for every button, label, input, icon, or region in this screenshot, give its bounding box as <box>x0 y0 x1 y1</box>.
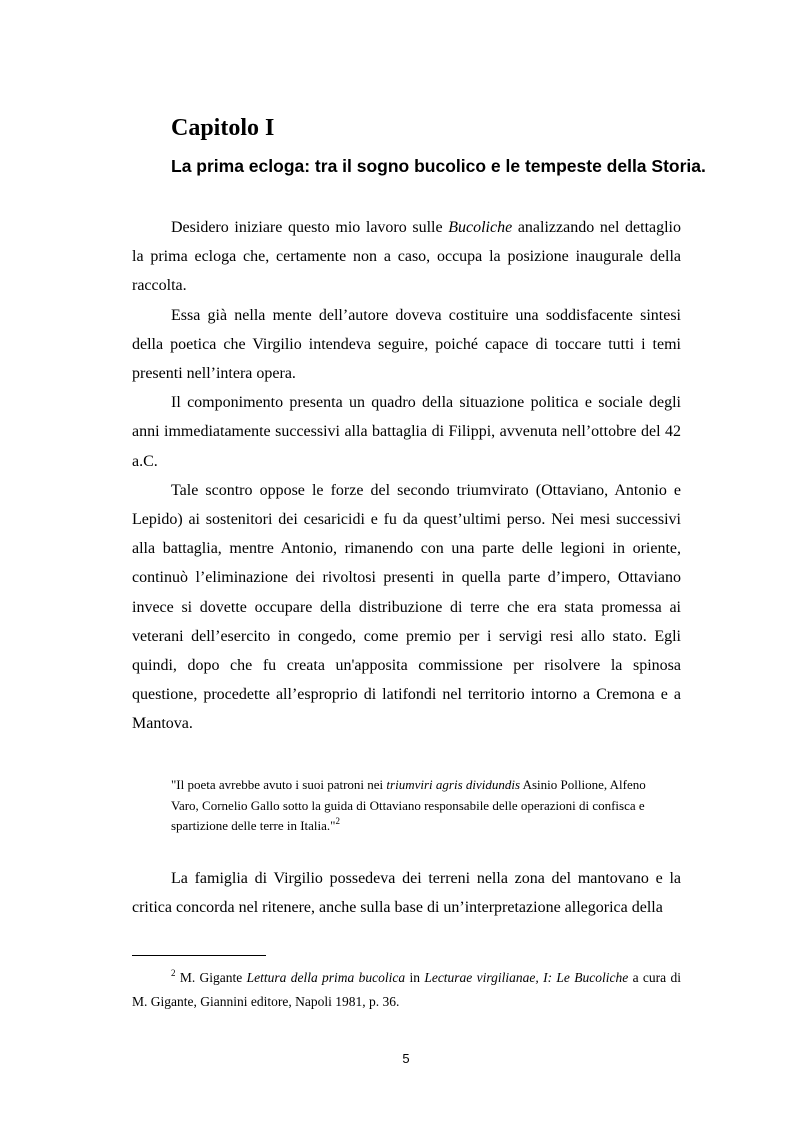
quote-text: "Il poeta avrebbe avuto i suoi patroni nei <box>171 777 387 792</box>
page-number: 5 <box>402 1051 410 1066</box>
footnote-text: in <box>405 970 425 985</box>
footnote-divider <box>132 955 266 956</box>
chapter-subtitle: La prima ecloga: tra il sogno bucolico e le tempeste della Storia. <box>171 156 706 176</box>
quote-latin-term: triumviri agris dividundis <box>386 777 521 792</box>
paragraph-3: Il componimento presenta un quadro della situazione politica e sociale degli anni immediatamente successivi alla battaglia di Filippi, avvenuta nell’ottobre del 42 a.C. <box>132 394 681 470</box>
footnote-number: 2 <box>171 968 176 978</box>
paragraph-text: analizzando nel dettaglio la prima ecloga che, certamente non a caso, occupa la posizione inaugurale della raccolta. <box>132 219 682 295</box>
footnote-text: M. Gigante <box>175 970 247 985</box>
footnote-source: Lecturae virgilianae, I: Le Bucoliche <box>424 970 629 985</box>
footnote <box>132 966 681 1014</box>
chapter-title: Capitolo I <box>171 115 275 141</box>
paragraph-5: La famiglia di Virgilio possedeva dei terreni nella zona del mantovano e la critica concorda nel ritenere, anche sulla base di un’interpretazione allegorica della <box>132 870 681 917</box>
footnote-title: Lettura della prima bucolica <box>246 970 406 985</box>
body-text-continued <box>132 864 681 922</box>
block-quote <box>171 775 671 837</box>
paragraph-2: Essa già nella mente dell’autore doveva costituire una soddisfacente sintesi della poetica che Virgilio intendeva seguire, poiché capace di toccare tutti i temi presenti nell’intera opera. <box>132 306 681 383</box>
paragraph-1 <box>132 213 681 301</box>
paragraph-4: Tale scontro oppose le forze del secondo triumvirato (Ottaviano, Antonio e Lepido) ai sostenitori dei cesaricidi e fu da quest’ultimi perso. Nei mesi successivi alla battaglia, mentre Antonio, rimanendo con una parte delle legioni in oriente, continuò l’eliminazione dei rivoltosi presenti in quella parte d’impero, Ottaviano invece si dovette occupare della distribuzione di terre che era stata promessa ai veterani dell’esercito in congedo, come premio per i servigi resi allo stato. Egli quindi, dopo che fu creata un'apposita commissione per risolvere la spinosa questione, procedette all’esproprio di latifondi nel territorio intorno a Cremona e a Mantova. <box>132 481 681 733</box>
paragraph-text: Desidero iniziare questo mio lavoro sulle <box>171 219 449 236</box>
footnote-text: a cura di M. Gigante, Giannini editore, Napoli 1981, p. 36. <box>132 970 681 1009</box>
body-text <box>132 213 681 739</box>
work-title: Bucoliche <box>448 219 513 236</box>
quote-text: Asinio Pollione, Alfeno Varo, Cornelio Gallo sotto la guida di Ottaviano responsabile delle operazioni di confisca e spartizione delle terre in Italia." <box>171 777 646 833</box>
footnote-reference[interactable]: 2 <box>335 816 340 826</box>
